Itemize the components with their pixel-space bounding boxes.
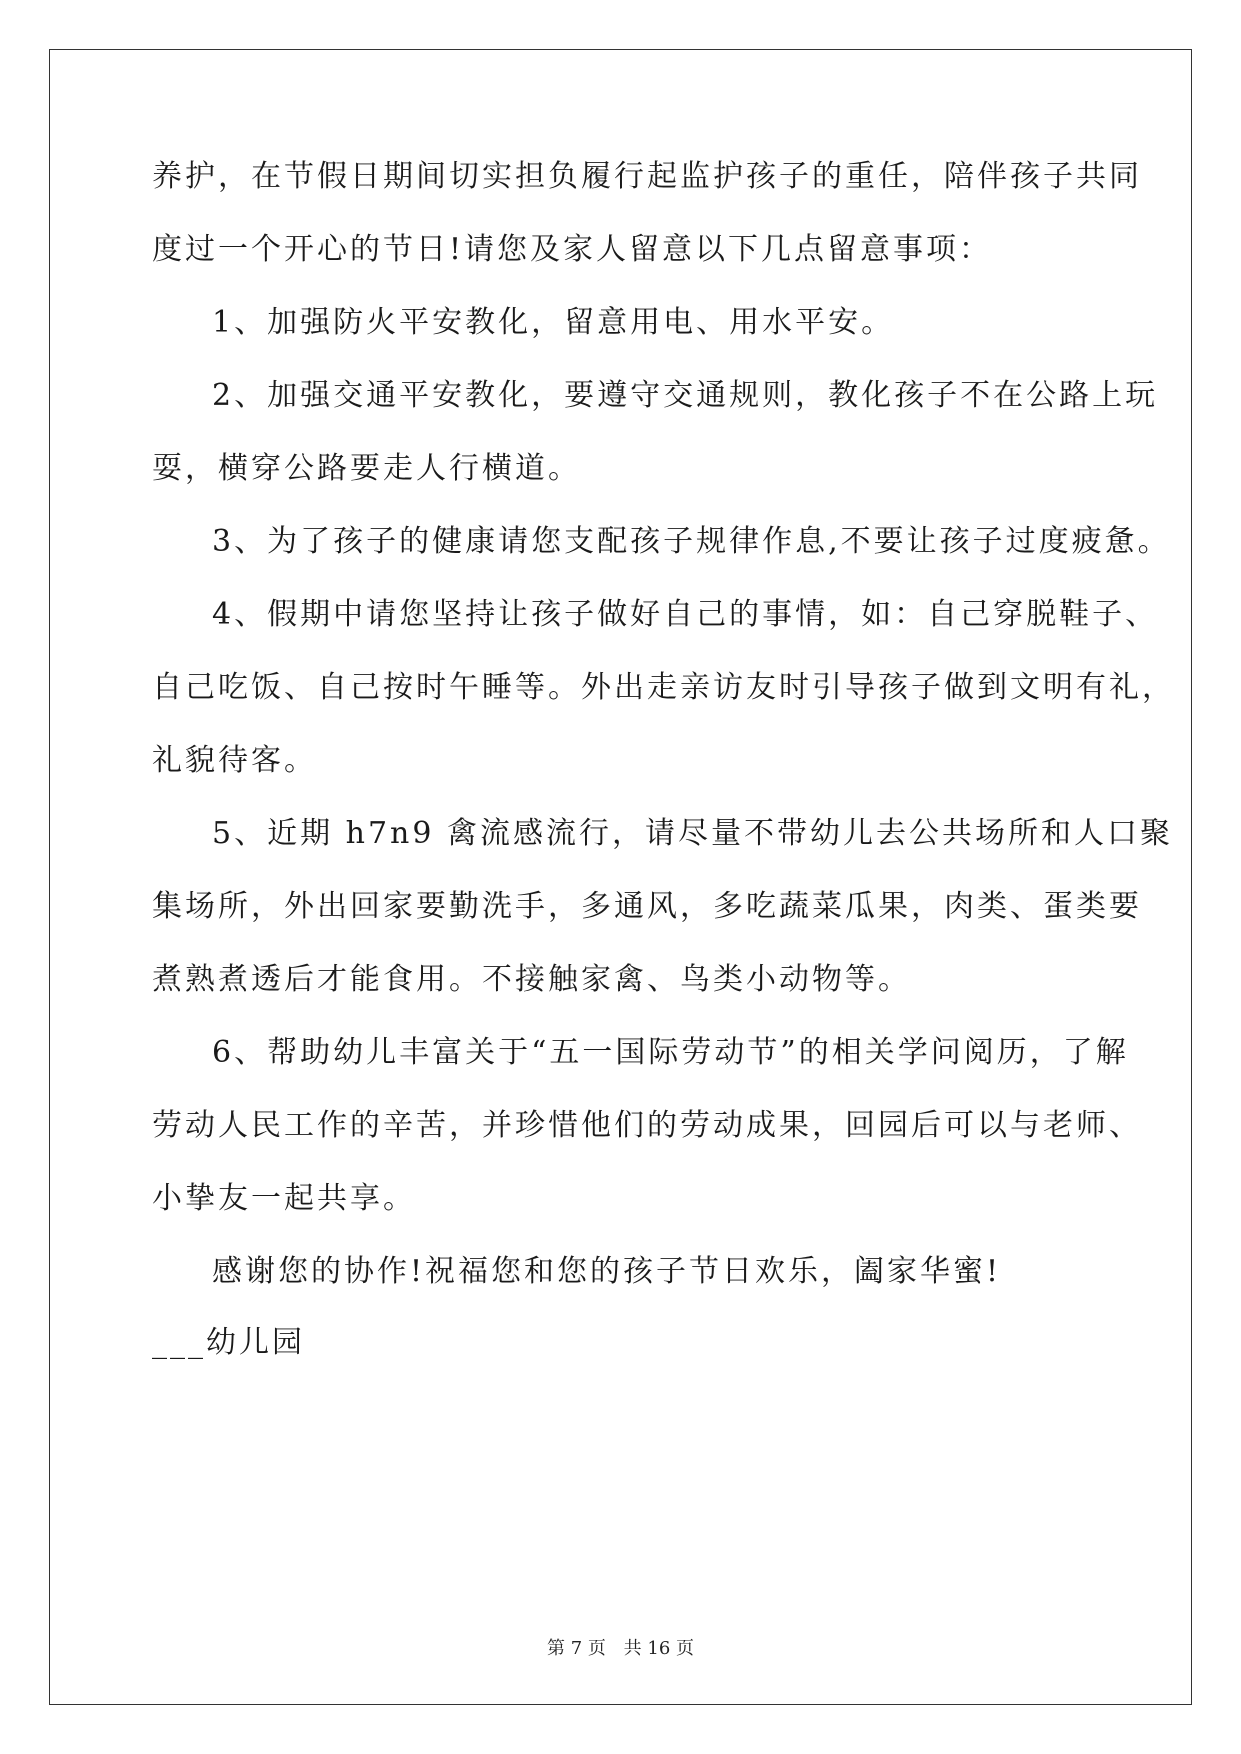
signature-line: ___幼儿园 <box>152 1325 305 1360</box>
text-line: 小挚友一起共享。 <box>152 1181 416 1216</box>
text-line: 礼貌待客。 <box>152 743 317 778</box>
list-item-1: 1、加强防火平安教化，留意用电、用水平安。 <box>212 305 895 340</box>
text-line: 集场所，外出回家要勤洗手，多通风，多吃蔬菜瓜果，肉类、蛋类要 <box>152 889 1142 924</box>
text-line: 自己吃饭、自己按时午睡等。外出走亲访友时引导孩子做到文明有礼， <box>152 670 1175 705</box>
page-number-current: 第 7 页 <box>547 1638 606 1659</box>
text-line: 度过一个开心的节日!请您及家人留意以下几点留意事项： <box>152 232 993 267</box>
text-line: 养护，在节假日期间切实担负履行起监护孩子的重任，陪伴孩子共同 <box>152 159 1142 194</box>
list-item-4: 4、假期中请您坚持让孩子做好自己的事情，如：自己穿脱鞋子、 <box>212 597 1159 632</box>
text-line: 劳动人民工作的辛苦，并珍惜他们的劳动成果，回园后可以与老师、 <box>152 1108 1142 1143</box>
list-item-3: 3、为了孩子的健康请您支配孩子规律作息,不要让孩子过度疲惫。 <box>212 524 1171 559</box>
page-footer <box>0 1634 1241 1660</box>
list-item-6: 6、帮助幼儿丰富关于“五一国际劳动节”的相关学问阅历，了解 <box>212 1035 1129 1070</box>
text-line: 耍，横穿公路要走人行横道。 <box>152 451 581 486</box>
text-line: 煮熟煮透后才能食用。不接触家禽、鸟类小动物等。 <box>152 962 911 997</box>
closing-line: 感谢您的协作!祝福您和您的孩子节日欢乐，阖家华蜜! <box>212 1254 1002 1289</box>
page-border <box>49 49 1192 1705</box>
page-number-total: 共 16 页 <box>623 1638 694 1659</box>
list-item-5: 5、近期 h7n9 禽流感流行，请尽量不带幼儿去公共场所和人口聚 <box>212 816 1173 851</box>
list-item-2: 2、加强交通平安教化，要遵守交通规则，教化孩子不在公路上玩 <box>212 378 1159 413</box>
